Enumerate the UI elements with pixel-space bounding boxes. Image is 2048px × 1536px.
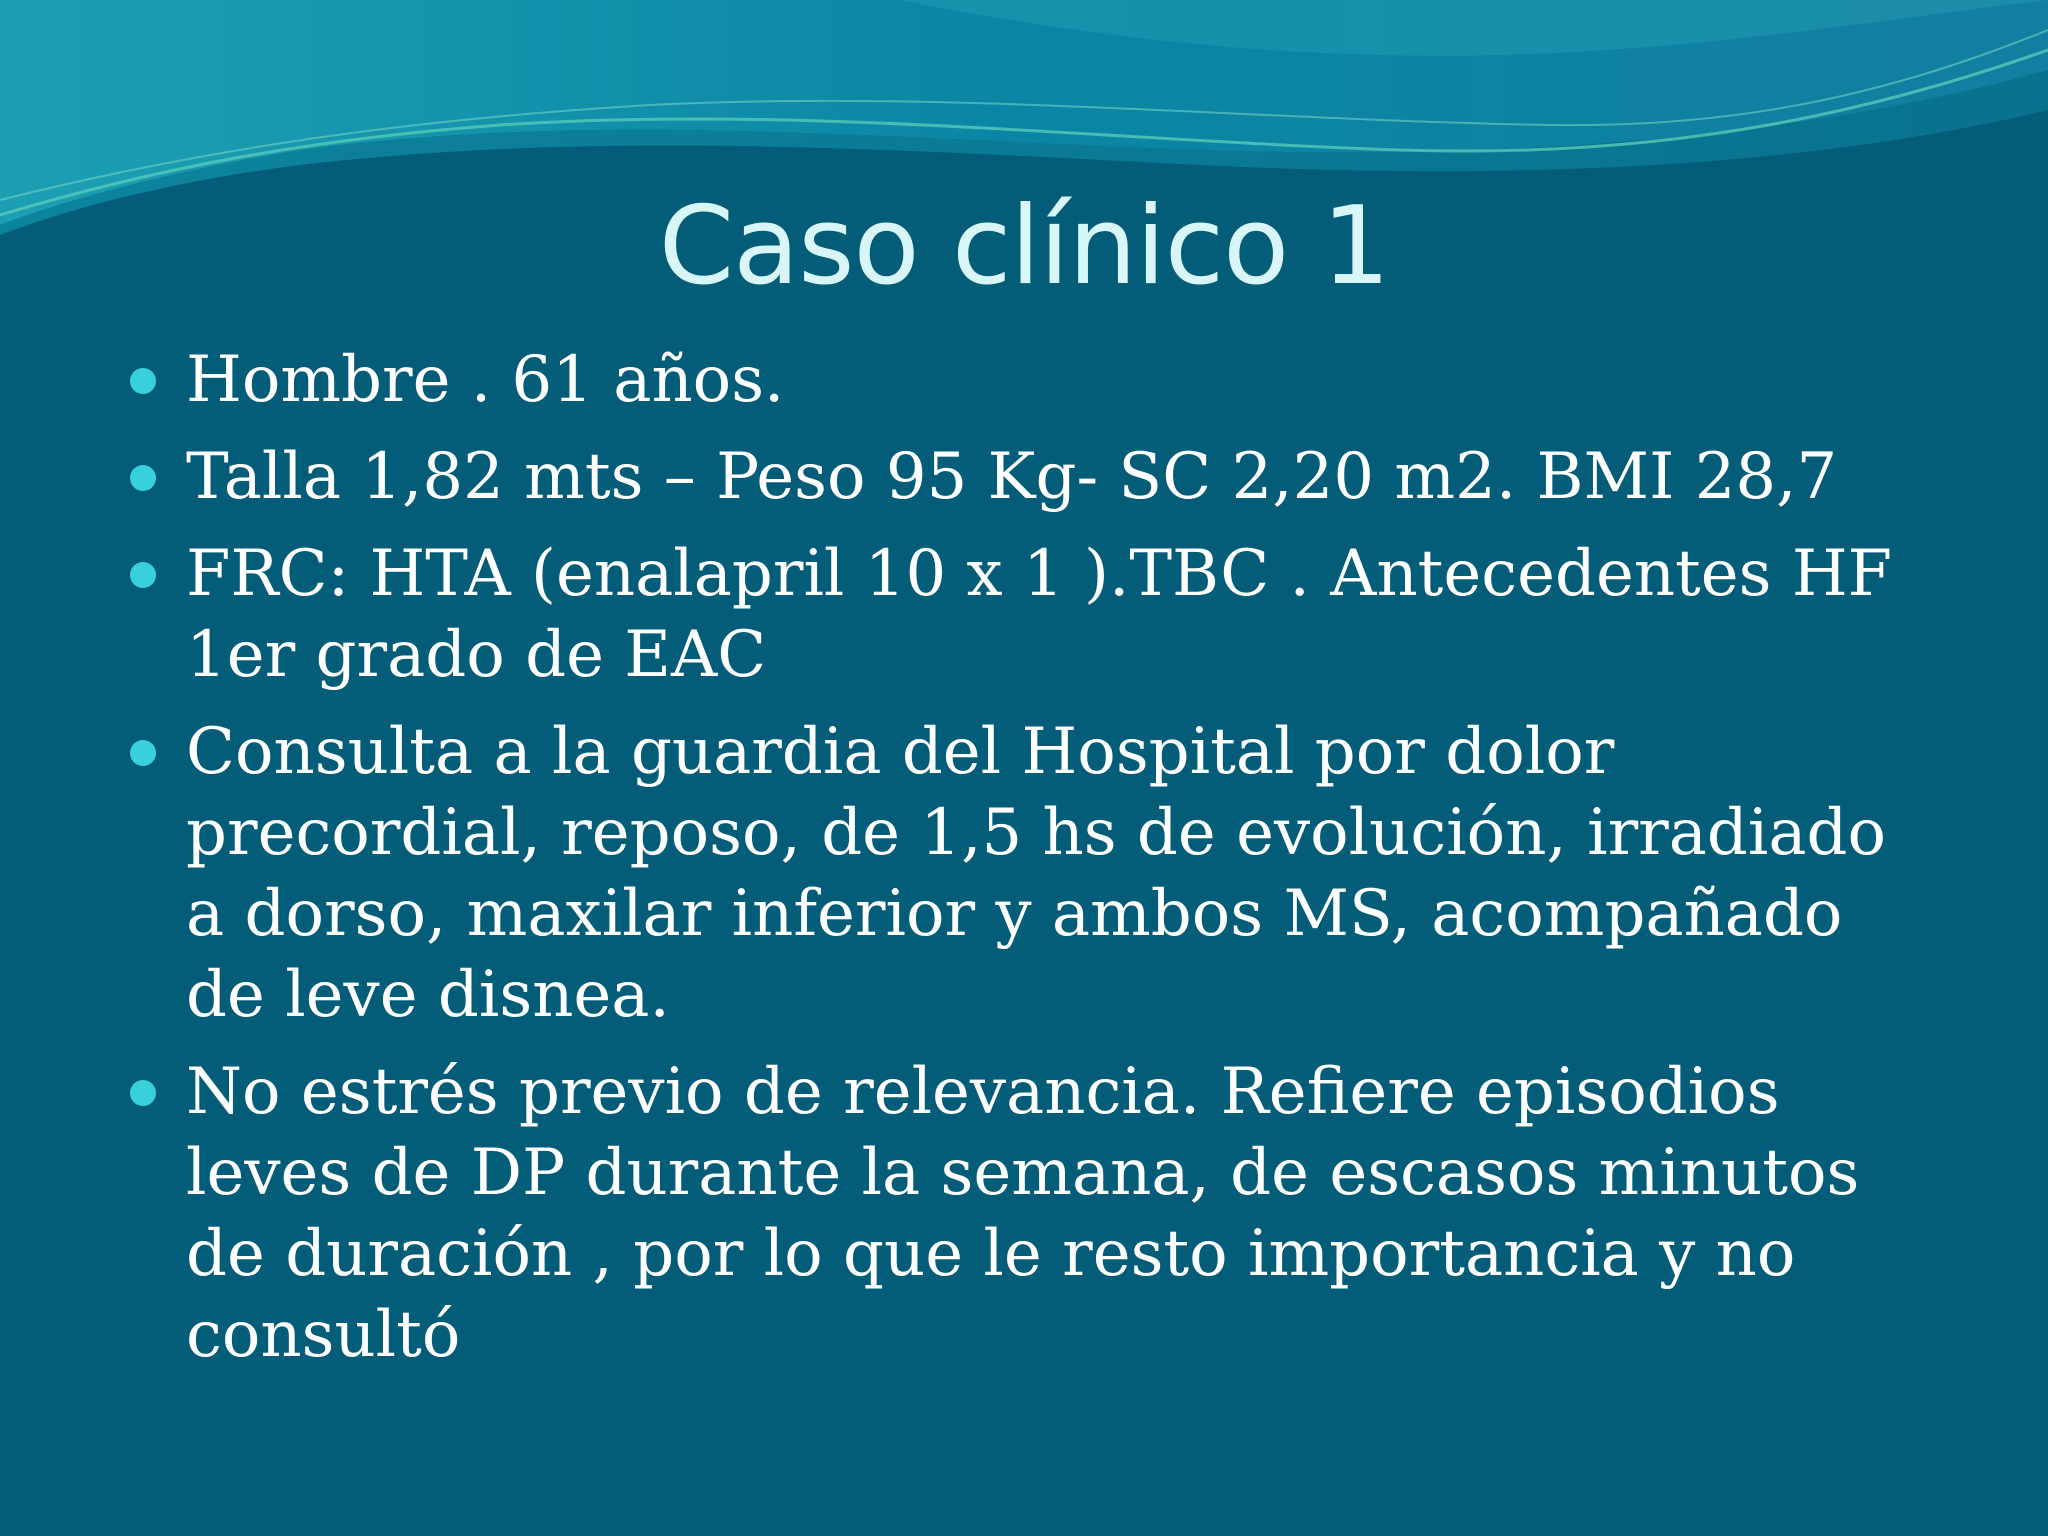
bullet-dot-icon (130, 368, 156, 394)
bullet-dot-icon (130, 740, 156, 766)
bullet-list (128, 340, 1938, 1392)
bullet-dot-icon (130, 465, 156, 491)
bullet-text: Hombre . 61 años. (186, 343, 785, 417)
list-item (128, 1052, 1938, 1376)
list-item (128, 340, 1938, 421)
list-item (128, 437, 1938, 518)
bullet-text: FRC: HTA (enalapril 10 x 1 ).TBC . Antecedentes HF 1er grado de EAC (186, 537, 1893, 692)
bullet-dot-icon (130, 562, 156, 588)
bullet-text: Consulta a la guardia del Hospital por dolor precordial, reposo, de 1,5 hs de evolución, irradiado a dorso, maxilar inferior y ambos MS, acompañado de leve disnea. (186, 715, 1886, 1032)
list-item (128, 712, 1938, 1036)
list-item (128, 534, 1938, 696)
bullet-dot-icon (130, 1080, 156, 1106)
slide-title: Caso clínico 1 (658, 184, 1390, 309)
bullet-text: Talla 1,82 mts – Peso 95 Kg- SC 2,20 m2. BMI 28,7 (186, 440, 1838, 514)
bullet-text: No estrés previo de relevancia. Refiere episodios leves de DP durante la semana, de escasos minutos de duración , por lo que le resto importancia y no consultó (186, 1055, 1860, 1372)
